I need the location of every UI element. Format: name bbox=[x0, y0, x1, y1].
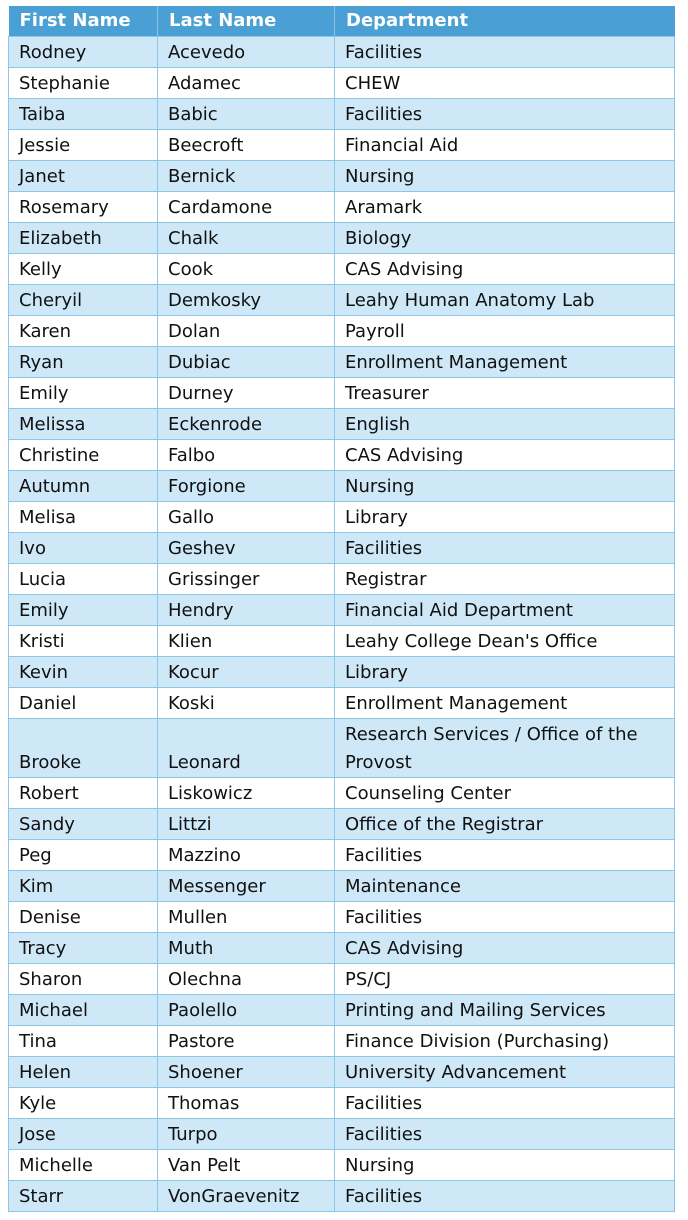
last-name-cell: Leonard bbox=[158, 719, 335, 778]
table-row bbox=[9, 533, 675, 564]
table-row bbox=[9, 130, 675, 161]
department-cell: Facilities bbox=[335, 902, 675, 933]
first-name-cell: Denise bbox=[9, 902, 158, 933]
department-cell: Payroll bbox=[335, 316, 675, 347]
last-name-cell: Cook bbox=[158, 254, 335, 285]
first-name-cell: Helen bbox=[9, 1057, 158, 1088]
table-row bbox=[9, 564, 675, 595]
first-name-cell: Taiba bbox=[9, 99, 158, 130]
department-cell: Biology bbox=[335, 223, 675, 254]
first-name-cell: Tina bbox=[9, 1026, 158, 1057]
first-name-cell: Ryan bbox=[9, 347, 158, 378]
department-cell: Treasurer bbox=[335, 378, 675, 409]
table-row bbox=[9, 995, 675, 1026]
first-name-cell: Kristi bbox=[9, 626, 158, 657]
table-row bbox=[9, 192, 675, 223]
department-cell: CAS Advising bbox=[335, 933, 675, 964]
table-row bbox=[9, 1057, 675, 1088]
department-cell: Enrollment Management bbox=[335, 347, 675, 378]
header-last-name: Last Name bbox=[158, 6, 335, 37]
first-name-cell: Kim bbox=[9, 871, 158, 902]
last-name-cell: Van Pelt bbox=[158, 1150, 335, 1181]
last-name-cell: Messenger bbox=[158, 871, 335, 902]
first-name-cell: Jose bbox=[9, 1119, 158, 1150]
department-cell: Facilities bbox=[335, 1181, 675, 1212]
last-name-cell: Pastore bbox=[158, 1026, 335, 1057]
last-name-cell: Gallo bbox=[158, 502, 335, 533]
first-name-cell: Autumn bbox=[9, 471, 158, 502]
staff-table bbox=[8, 6, 675, 1212]
first-name-cell: Starr bbox=[9, 1181, 158, 1212]
first-name-cell: Rosemary bbox=[9, 192, 158, 223]
table-row bbox=[9, 719, 675, 778]
table-row bbox=[9, 347, 675, 378]
table-row bbox=[9, 1119, 675, 1150]
table-row bbox=[9, 378, 675, 409]
first-name-cell: Karen bbox=[9, 316, 158, 347]
table-row bbox=[9, 1026, 675, 1057]
department-cell: Nursing bbox=[335, 471, 675, 502]
last-name-cell: Olechna bbox=[158, 964, 335, 995]
department-cell: Nursing bbox=[335, 161, 675, 192]
last-name-cell: Durney bbox=[158, 378, 335, 409]
last-name-cell: Chalk bbox=[158, 223, 335, 254]
department-cell: Research Services / Office of the Provost bbox=[335, 719, 675, 778]
department-cell: Enrollment Management bbox=[335, 688, 675, 719]
last-name-cell: Liskowicz bbox=[158, 778, 335, 809]
department-cell: University Advancement bbox=[335, 1057, 675, 1088]
last-name-cell: Babic bbox=[158, 99, 335, 130]
first-name-cell: Kyle bbox=[9, 1088, 158, 1119]
department-cell: Financial Aid Department bbox=[335, 595, 675, 626]
table-row bbox=[9, 223, 675, 254]
department-cell: English bbox=[335, 409, 675, 440]
department-cell: Facilities bbox=[335, 37, 675, 68]
first-name-cell: Melisa bbox=[9, 502, 158, 533]
table-row bbox=[9, 1150, 675, 1181]
last-name-cell: Mazzino bbox=[158, 840, 335, 871]
last-name-cell: Muth bbox=[158, 933, 335, 964]
department-cell: Maintenance bbox=[335, 871, 675, 902]
last-name-cell: Bernick bbox=[158, 161, 335, 192]
table-row bbox=[9, 933, 675, 964]
department-cell: CAS Advising bbox=[335, 254, 675, 285]
last-name-cell: VonGraevenitz bbox=[158, 1181, 335, 1212]
first-name-cell: Peg bbox=[9, 840, 158, 871]
first-name-cell: Sandy bbox=[9, 809, 158, 840]
table-row bbox=[9, 99, 675, 130]
table-row bbox=[9, 1088, 675, 1119]
last-name-cell: Beecroft bbox=[158, 130, 335, 161]
last-name-cell: Koski bbox=[158, 688, 335, 719]
first-name-cell: Michelle bbox=[9, 1150, 158, 1181]
table-row bbox=[9, 254, 675, 285]
last-name-cell: Paolello bbox=[158, 995, 335, 1026]
table-row bbox=[9, 37, 675, 68]
department-cell: CAS Advising bbox=[335, 440, 675, 471]
first-name-cell: Janet bbox=[9, 161, 158, 192]
table-row bbox=[9, 285, 675, 316]
last-name-cell: Acevedo bbox=[158, 37, 335, 68]
last-name-cell: Turpo bbox=[158, 1119, 335, 1150]
table-row bbox=[9, 316, 675, 347]
table-row bbox=[9, 657, 675, 688]
first-name-cell: Kelly bbox=[9, 254, 158, 285]
table-row bbox=[9, 778, 675, 809]
first-name-cell: Christine bbox=[9, 440, 158, 471]
table-row bbox=[9, 902, 675, 933]
last-name-cell: Adamec bbox=[158, 68, 335, 99]
first-name-cell: Kevin bbox=[9, 657, 158, 688]
header-first-name: First Name bbox=[9, 6, 158, 37]
department-cell: Registrar bbox=[335, 564, 675, 595]
table-row bbox=[9, 1181, 675, 1212]
first-name-cell: Lucia bbox=[9, 564, 158, 595]
department-cell: Nursing bbox=[335, 1150, 675, 1181]
table-body bbox=[9, 37, 675, 1212]
last-name-cell: Falbo bbox=[158, 440, 335, 471]
department-cell: Facilities bbox=[335, 99, 675, 130]
department-cell: Finance Division (Purchasing) bbox=[335, 1026, 675, 1057]
department-cell: Leahy College Dean's Office bbox=[335, 626, 675, 657]
last-name-cell: Dubiac bbox=[158, 347, 335, 378]
department-cell: Leahy Human Anatomy Lab bbox=[335, 285, 675, 316]
last-name-cell: Geshev bbox=[158, 533, 335, 564]
department-cell: Facilities bbox=[335, 1119, 675, 1150]
table-row bbox=[9, 409, 675, 440]
first-name-cell: Rodney bbox=[9, 37, 158, 68]
first-name-cell: Emily bbox=[9, 595, 158, 626]
table-row bbox=[9, 471, 675, 502]
department-cell: Printing and Mailing Services bbox=[335, 995, 675, 1026]
department-cell: Library bbox=[335, 502, 675, 533]
department-cell: Aramark bbox=[335, 192, 675, 223]
department-cell: Office of the Registrar bbox=[335, 809, 675, 840]
last-name-cell: Grissinger bbox=[158, 564, 335, 595]
department-cell: CHEW bbox=[335, 68, 675, 99]
department-cell: Facilities bbox=[335, 1088, 675, 1119]
first-name-cell: Elizabeth bbox=[9, 223, 158, 254]
last-name-cell: Littzi bbox=[158, 809, 335, 840]
table-header bbox=[9, 6, 675, 37]
table-row bbox=[9, 840, 675, 871]
first-name-cell: Brooke bbox=[9, 719, 158, 778]
last-name-cell: Dolan bbox=[158, 316, 335, 347]
table-row bbox=[9, 161, 675, 192]
last-name-cell: Klien bbox=[158, 626, 335, 657]
department-cell: PS/CJ bbox=[335, 964, 675, 995]
last-name-cell: Mullen bbox=[158, 902, 335, 933]
table-row bbox=[9, 964, 675, 995]
last-name-cell: Cardamone bbox=[158, 192, 335, 223]
first-name-cell: Cheryil bbox=[9, 285, 158, 316]
last-name-cell: Demkosky bbox=[158, 285, 335, 316]
department-cell: Facilities bbox=[335, 840, 675, 871]
first-name-cell: Sharon bbox=[9, 964, 158, 995]
table-row bbox=[9, 871, 675, 902]
first-name-cell: Tracy bbox=[9, 933, 158, 964]
department-cell: Library bbox=[335, 657, 675, 688]
table-row bbox=[9, 626, 675, 657]
first-name-cell: Emily bbox=[9, 378, 158, 409]
first-name-cell: Robert bbox=[9, 778, 158, 809]
table-row bbox=[9, 68, 675, 99]
first-name-cell: Stephanie bbox=[9, 68, 158, 99]
first-name-cell: Jessie bbox=[9, 130, 158, 161]
last-name-cell: Forgione bbox=[158, 471, 335, 502]
table-row bbox=[9, 502, 675, 533]
last-name-cell: Eckenrode bbox=[158, 409, 335, 440]
table-row bbox=[9, 688, 675, 719]
first-name-cell: Michael bbox=[9, 995, 158, 1026]
table-row bbox=[9, 440, 675, 471]
first-name-cell: Ivo bbox=[9, 533, 158, 564]
last-name-cell: Kocur bbox=[158, 657, 335, 688]
header-row bbox=[9, 6, 675, 37]
first-name-cell: Daniel bbox=[9, 688, 158, 719]
last-name-cell: Hendry bbox=[158, 595, 335, 626]
department-cell: Financial Aid bbox=[335, 130, 675, 161]
table-row bbox=[9, 809, 675, 840]
department-cell: Counseling Center bbox=[335, 778, 675, 809]
header-department: Department bbox=[335, 6, 675, 37]
table-row bbox=[9, 595, 675, 626]
department-cell: Facilities bbox=[335, 533, 675, 564]
first-name-cell: Melissa bbox=[9, 409, 158, 440]
last-name-cell: Shoener bbox=[158, 1057, 335, 1088]
last-name-cell: Thomas bbox=[158, 1088, 335, 1119]
